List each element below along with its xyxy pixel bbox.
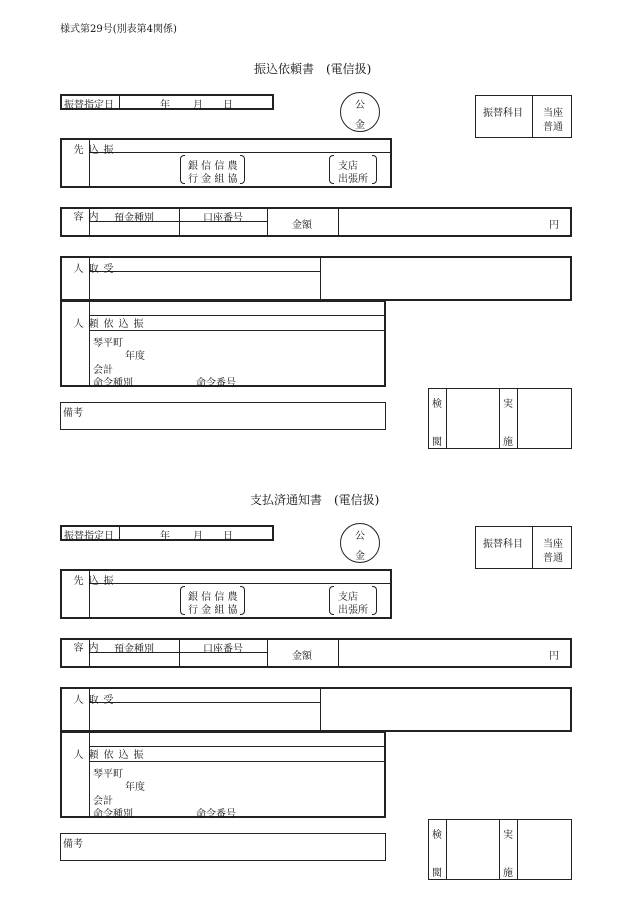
account-item-label: 振替科目 (483, 108, 523, 119)
sub-branch-label: 出張所 (338, 605, 368, 616)
bracket-right (240, 586, 245, 615)
divider (267, 639, 268, 667)
requester-label: 振込依頼人 (71, 318, 142, 329)
year-label: 年 (160, 531, 170, 542)
divider (89, 761, 385, 762)
divider (446, 388, 447, 449)
yen-label: 円 (549, 220, 559, 231)
divider (89, 315, 385, 316)
transfer-date-label: 振替指定日 (64, 531, 114, 542)
stamp-top-char: 公 (355, 531, 365, 542)
remarks-label: 備考 (63, 839, 83, 850)
divider (532, 95, 533, 138)
divider (179, 639, 180, 667)
bracket-left (329, 586, 334, 615)
order-type-label: 命令種別 (93, 378, 133, 389)
recipient-box (60, 256, 572, 301)
stamp-bottom-char: 金 (355, 120, 365, 131)
sub-branch-label: 出張所 (338, 174, 368, 185)
divider (517, 819, 518, 880)
divider (119, 95, 120, 109)
stamp-bottom-char: 金 (355, 551, 365, 562)
branch-label: 支店 (338, 592, 358, 603)
ordinary-account-label: 普通 (543, 122, 563, 133)
divider (179, 208, 180, 236)
approval-box (428, 819, 572, 880)
divider (338, 639, 339, 667)
remarks-box (60, 833, 386, 861)
year-label: 年 (160, 100, 170, 111)
divider (89, 746, 385, 747)
bracket-left (329, 155, 334, 184)
form-title: 振込依頼書 (電信扱) (254, 62, 372, 76)
deposit-type-label: 預金種別 (114, 213, 154, 224)
remarks-label: 備考 (63, 408, 83, 419)
current-account-label: 当座 (543, 108, 563, 119)
inspect-top-char: 検 (432, 399, 442, 410)
bracket-left (180, 155, 185, 184)
fiscal-year-label: 年度 (125, 782, 145, 793)
month-label: 月 (193, 100, 203, 111)
exec-bottom-char: 施 (503, 868, 513, 879)
transfer-date-label: 振替指定日 (64, 100, 114, 111)
divider (517, 388, 518, 449)
ordinary-account-label: 普通 (543, 553, 563, 564)
bank-type-line1: 銀 信 信 農 (188, 161, 238, 172)
account-number-label: 口座番号 (203, 213, 243, 224)
order-number-label: 命令番号 (196, 378, 236, 389)
bracket-right (372, 586, 377, 615)
divider (89, 301, 90, 386)
form-number: 様式第29号(別表第4関係) (60, 24, 177, 35)
stamp-top-char: 公 (355, 100, 365, 111)
divider (267, 208, 268, 236)
contents-label: 内容 (71, 211, 97, 222)
divider (499, 388, 500, 449)
recipient-label: 受取人 (71, 694, 112, 705)
fiscal-year-label: 年度 (125, 351, 145, 362)
transferee-label: 振込先 (71, 144, 112, 155)
approval-box (428, 388, 572, 449)
divider (89, 732, 90, 817)
inspect-top-char: 検 (432, 830, 442, 841)
divider (446, 819, 447, 880)
exec-top-char: 実 (503, 830, 513, 841)
divider (338, 208, 339, 236)
recipient-box (60, 687, 572, 732)
account-number-label: 口座番号 (203, 644, 243, 655)
bank-type-line2: 行 金 組 協 (188, 605, 238, 616)
day-label: 日 (223, 100, 233, 111)
divider (320, 688, 321, 731)
divider (89, 271, 320, 272)
bank-type-line1: 銀 信 信 農 (188, 592, 238, 603)
divider (499, 819, 500, 880)
accounting-label: 会計 (93, 796, 113, 807)
divider (89, 330, 385, 331)
town-label: 琴平町 (93, 338, 123, 349)
order-type-label: 命令種別 (93, 809, 133, 820)
deposit-type-label: 預金種別 (114, 644, 154, 655)
day-label: 日 (223, 531, 233, 542)
month-label: 月 (193, 531, 203, 542)
bank-type-line2: 行 金 組 協 (188, 174, 238, 185)
divider (532, 526, 533, 569)
branch-label: 支店 (338, 161, 358, 172)
form-title: 支払済通知書 (電信扱) (250, 493, 380, 507)
divider (320, 257, 321, 300)
bracket-right (372, 155, 377, 184)
divider (89, 702, 320, 703)
requester-label: 振込依頼人 (71, 749, 142, 760)
transferee-label: 振込先 (71, 575, 112, 586)
remarks-box (60, 402, 386, 430)
divider (89, 583, 391, 584)
divider (119, 526, 120, 540)
order-number-label: 命令番号 (196, 809, 236, 820)
contents-label: 内容 (71, 642, 97, 653)
inspect-bottom-char: 閲 (432, 868, 442, 879)
account-item-label: 振替科目 (483, 539, 523, 550)
recipient-label: 受取人 (71, 263, 112, 274)
exec-bottom-char: 施 (503, 437, 513, 448)
current-account-label: 当座 (543, 539, 563, 550)
amount-label: 金額 (292, 651, 312, 662)
bracket-left (180, 586, 185, 615)
yen-label: 円 (549, 651, 559, 662)
amount-label: 金額 (292, 220, 312, 231)
accounting-label: 会計 (93, 365, 113, 376)
bracket-right (240, 155, 245, 184)
town-label: 琴平町 (93, 769, 123, 780)
inspect-bottom-char: 閲 (432, 437, 442, 448)
exec-top-char: 実 (503, 399, 513, 410)
divider (89, 152, 391, 153)
